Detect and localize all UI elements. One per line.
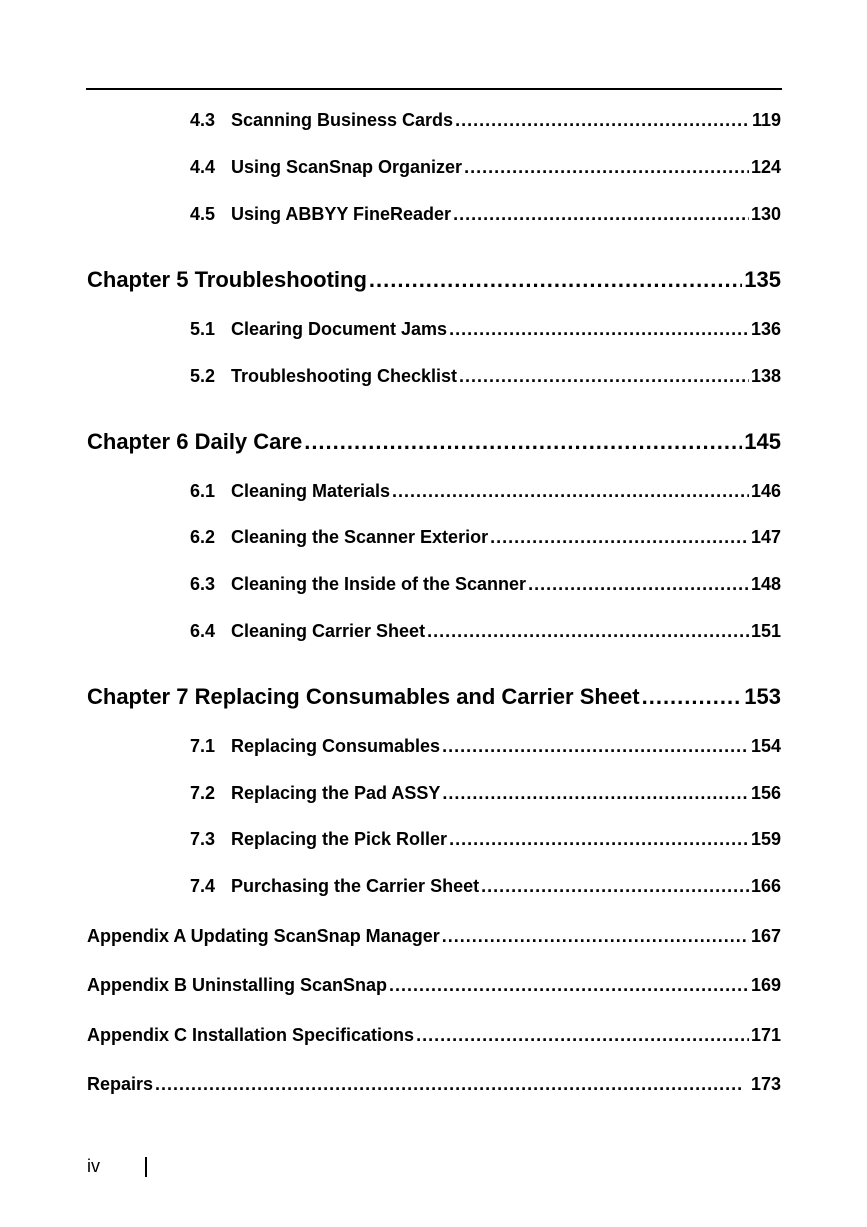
- page-number: 154: [750, 736, 781, 756]
- toc-appendix-c[interactable]: [87, 1025, 781, 1046]
- page-number: 156: [750, 783, 781, 803]
- page-number: 119: [751, 110, 781, 130]
- dot-leader: [449, 829, 749, 850]
- dot-leader: [427, 621, 749, 642]
- section-number: 6.3: [190, 574, 216, 594]
- section-title: Replacing Consumables: [231, 736, 441, 756]
- page-number: 124: [750, 157, 781, 177]
- toc-entry-7-4[interactable]: [190, 876, 781, 897]
- dot-leader: [490, 527, 749, 548]
- repairs-title: Repairs: [87, 1074, 154, 1094]
- dot-leader: [481, 876, 749, 897]
- section-number: 4.5: [190, 204, 216, 224]
- section-title: Purchasing the Carrier Sheet: [231, 876, 480, 896]
- page-number: 148: [750, 574, 781, 594]
- chapter-title: Chapter 6 Daily Care: [87, 429, 303, 454]
- toc-entry-6-2[interactable]: [190, 527, 781, 548]
- toc-entry-6-4[interactable]: [190, 621, 781, 642]
- section-title: Using ScanSnap Organizer: [231, 157, 463, 177]
- dot-leader: [442, 926, 749, 947]
- header-rule: [86, 88, 782, 90]
- appendix-title: Appendix B Uninstalling ScanSnap: [87, 975, 388, 995]
- dot-leader: [304, 429, 742, 455]
- toc-repairs[interactable]: [87, 1074, 781, 1095]
- section-number: 7.1: [190, 736, 216, 756]
- page-number: 145: [744, 429, 781, 454]
- dot-leader: [528, 574, 749, 595]
- dot-leader: [442, 736, 749, 757]
- dot-leader: [416, 1025, 749, 1046]
- toc-entry-4-5[interactable]: [190, 204, 781, 225]
- page-number: 173: [750, 1074, 781, 1094]
- page-number: 135: [744, 267, 781, 292]
- page-number: 151: [750, 621, 781, 641]
- section-title: Cleaning the Inside of the Scanner: [231, 574, 527, 594]
- toc-chapter-7[interactable]: [87, 684, 781, 710]
- toc-entry-6-1[interactable]: [190, 481, 781, 502]
- page-number: 138: [750, 366, 781, 386]
- dot-leader: [459, 366, 749, 387]
- dot-leader: [392, 481, 749, 502]
- section-title: Scanning Business Cards: [231, 110, 454, 130]
- appendix-title: Appendix C Installation Specifications: [87, 1025, 415, 1045]
- page-number: 166: [750, 876, 781, 896]
- section-number: 5.1: [190, 319, 216, 339]
- toc-entry-7-1[interactable]: [190, 736, 781, 757]
- toc-chapter-5[interactable]: [87, 267, 781, 293]
- appendix-title: Appendix A Updating ScanSnap Manager: [87, 926, 440, 946]
- chapter-title: Chapter 7 Replacing Consumables and Carrier Sheet: [87, 684, 640, 709]
- section-title: Cleaning Carrier Sheet: [231, 621, 426, 641]
- section-title: Cleaning the Scanner Exterior: [231, 527, 489, 547]
- dot-leader: [449, 319, 749, 340]
- section-title: Cleaning Materials: [231, 481, 391, 501]
- toc-entry-5-2[interactable]: [190, 366, 781, 387]
- dot-leader: [155, 1074, 741, 1095]
- dot-leader: [642, 684, 743, 710]
- section-title: Using ABBYY FineReader: [231, 204, 452, 224]
- dot-leader: [455, 110, 750, 131]
- section-title: Replacing the Pick Roller: [231, 829, 448, 849]
- page-number: 169: [750, 975, 781, 995]
- toc-entry-4-3[interactable]: [190, 110, 781, 131]
- toc-entry-5-1[interactable]: [190, 319, 781, 340]
- section-number: 7.4: [190, 876, 216, 896]
- toc-appendix-a[interactable]: [87, 926, 781, 947]
- dot-leader: [464, 157, 749, 178]
- section-title: Replacing the Pad ASSY: [231, 783, 441, 803]
- page-number: 153: [744, 684, 781, 709]
- toc-entry-7-2[interactable]: [190, 783, 781, 804]
- section-number: 6.4: [190, 621, 216, 641]
- section-number: 7.2: [190, 783, 216, 803]
- section-number: 6.1: [190, 481, 216, 501]
- section-number: 7.3: [190, 829, 216, 849]
- footer-divider: [145, 1157, 147, 1177]
- page-number: 167: [750, 926, 781, 946]
- chapter-title: Chapter 5 Troubleshooting: [87, 267, 367, 292]
- toc-entry-7-3[interactable]: [190, 829, 781, 850]
- page-number: 136: [750, 319, 781, 339]
- page-number: 159: [750, 829, 781, 849]
- section-number: 6.2: [190, 527, 216, 547]
- footer-page-number: iv: [87, 1156, 100, 1176]
- dot-leader: [442, 783, 749, 804]
- section-number: 4.3: [190, 110, 216, 130]
- page-number: 130: [750, 204, 781, 224]
- page-number: 146: [750, 481, 781, 501]
- page-number: 147: [750, 527, 781, 547]
- page-number: 171: [750, 1025, 781, 1045]
- toc-entry-6-3[interactable]: [190, 574, 781, 595]
- dot-leader: [389, 975, 749, 996]
- toc-appendix-b[interactable]: [87, 975, 781, 996]
- toc-entry-4-4[interactable]: [190, 157, 781, 178]
- section-title: Troubleshooting Checklist: [231, 366, 458, 386]
- dot-leader: [453, 204, 749, 225]
- section-title: Clearing Document Jams: [231, 319, 448, 339]
- toc-chapter-6[interactable]: [87, 429, 781, 455]
- section-number: 5.2: [190, 366, 216, 386]
- dot-leader: [369, 267, 742, 293]
- section-number: 4.4: [190, 157, 216, 177]
